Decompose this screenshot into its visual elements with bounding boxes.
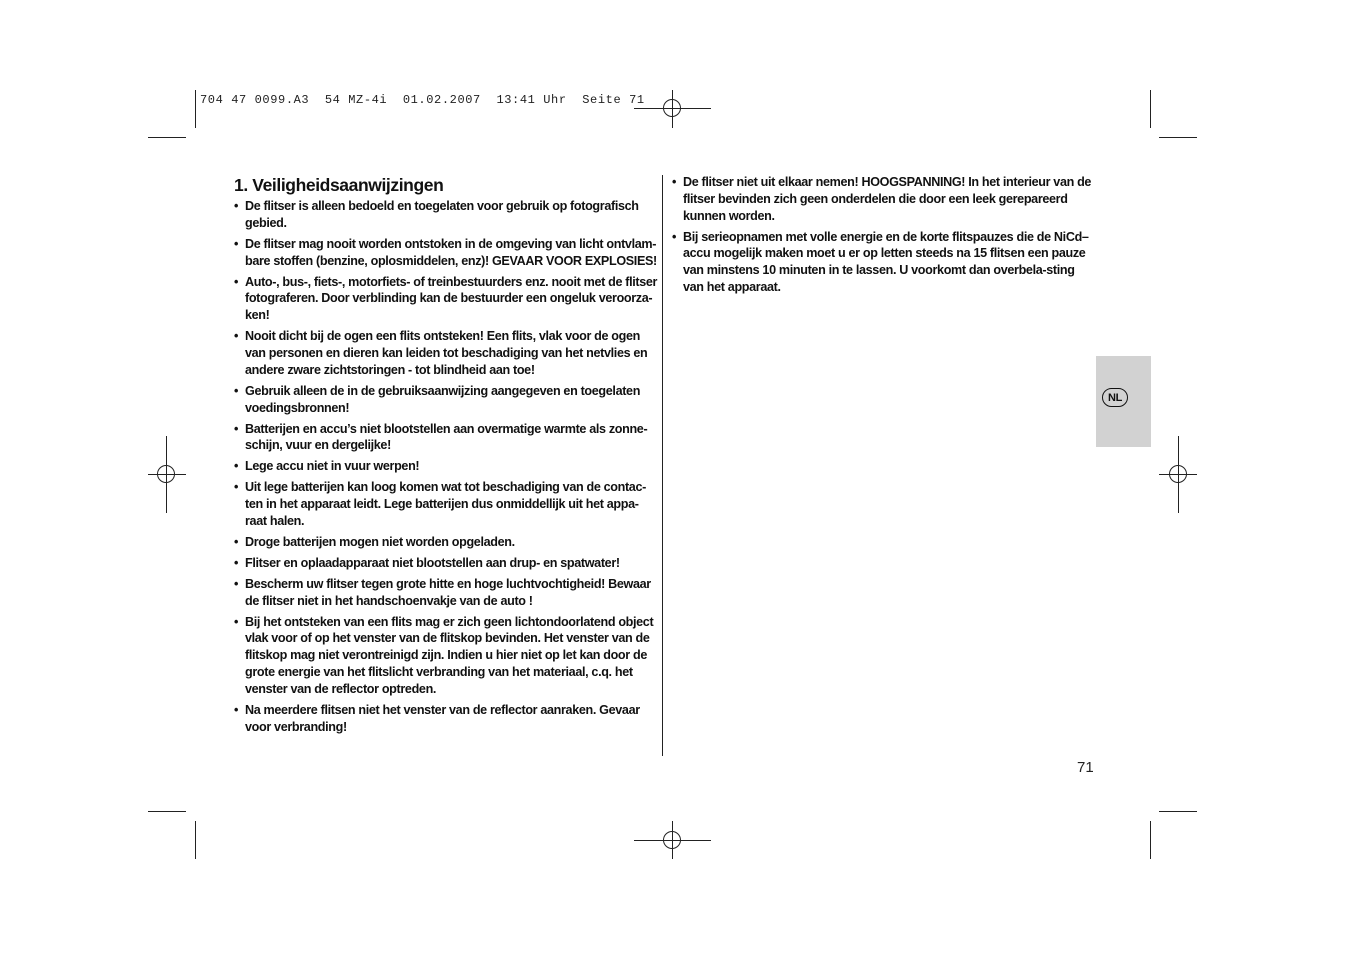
list-item: • Bescherm uw flitser tegen grote hitte en hoge luchtvochtigheid! Bewaar de flitser niet in het handschoenvakje van de auto !: [234, 576, 658, 610]
registration-mark-icon: [157, 465, 175, 483]
list-item: • Lege accu niet in vuur werpen!: [234, 458, 658, 475]
list-item: • Na meerdere flitsen niet het venster van de reflector aanraken. Gevaar voor verbranding!: [234, 702, 658, 736]
crop-mark: [1159, 811, 1197, 812]
list-item: • Flitser en oplaadapparaat niet blootstellen aan drup- en spatwater!: [234, 555, 658, 572]
language-badge: NL: [1102, 388, 1128, 407]
list-item: • De flitser niet uit elkaar nemen! HOOGSPANNING! In het interieur van de flitser bevinden zich geen onderdelen die door een leek gerepareerd kunnen worden.: [672, 174, 1092, 224]
registration-mark-icon: [1169, 465, 1187, 483]
crop-mark: [1159, 137, 1197, 138]
crop-mark: [148, 811, 186, 812]
print-header: 704 47 0099.A3 54 MZ-4i 01.02.2007 13:41 Uhr Seite 71: [200, 93, 645, 107]
list-item: • De flitser is alleen bedoeld en toegelaten voor gebruik op fotografisch gebied.: [234, 198, 658, 232]
list-item: • Auto-, bus-, fiets-, motorfiets- of treinbestuurders enz. nooit met de flitser fotograferen. Door verblinding kan de bestuurder een ongeluk veroorza-ken!: [234, 274, 658, 324]
safety-list-right: [672, 174, 1092, 296]
left-column: [234, 174, 658, 740]
list-item: • Batterijen en accu’s niet blootstellen aan overmatige warmte als zonne-schijn, vuur en dergelijke!: [234, 421, 658, 455]
crop-mark: [1150, 90, 1151, 128]
page-number: 71: [1077, 759, 1094, 776]
list-item: • Bij serieopnamen met volle energie en de korte flitspauzes die de NiCd–accu mogelijk maken moet u er op letten steeds na 15 flitsen een pauze van minstens 10 minuten in te lassen. U voorkomt dan overbela-sting van het apparaat.: [672, 229, 1092, 296]
list-item: • Bij het ontsteken van een flits mag er zich geen lichtondoorlatend object vlak voor of op het venster van de flitskop bevinden. Het venster van de flitskop mag niet verontreinigd zijn. Indien u hier niet op let kan door de grote energie van het flitslicht verbranding van het materiaal, c.q. het venster van de reflector optreden.: [234, 614, 658, 698]
registration-mark-icon: [663, 99, 681, 117]
crop-mark: [148, 137, 186, 138]
list-item: • Droge batterijen mogen niet worden opgeladen.: [234, 534, 658, 551]
right-column: [672, 174, 1092, 300]
list-item: • Gebruik alleen de in de gebruiksaanwijzing aangegeven en toegelaten voedingsbronnen!: [234, 383, 658, 417]
list-item: • Nooit dicht bij de ogen een flits ontsteken! Een flits, vlak voor de ogen van personen en dieren kan leiden tot beschadiging van het netvlies en andere zware zichtstoringen - tot blindheid aan toe!: [234, 328, 658, 378]
crop-mark: [195, 821, 196, 859]
list-item: • De flitser mag nooit worden ontstoken in de omgeving van licht ontvlam-bare stoffen (benzine, oplosmiddelen, enz)! GEVAAR VOOR EXPLOSIES!: [234, 236, 658, 270]
list-item: • Uit lege batterijen kan loog komen wat tot beschadiging van de contac-ten in het apparaat leidt. Lege batterijen dus onmiddellijk uit het appa-raat halen.: [234, 479, 658, 529]
crop-mark: [195, 90, 196, 128]
crop-mark: [1150, 821, 1151, 859]
section-title: 1. Veiligheidsaanwijzingen: [234, 175, 444, 195]
safety-list-left: [234, 198, 658, 735]
registration-mark-icon: [663, 831, 681, 849]
column-divider: [662, 175, 663, 756]
